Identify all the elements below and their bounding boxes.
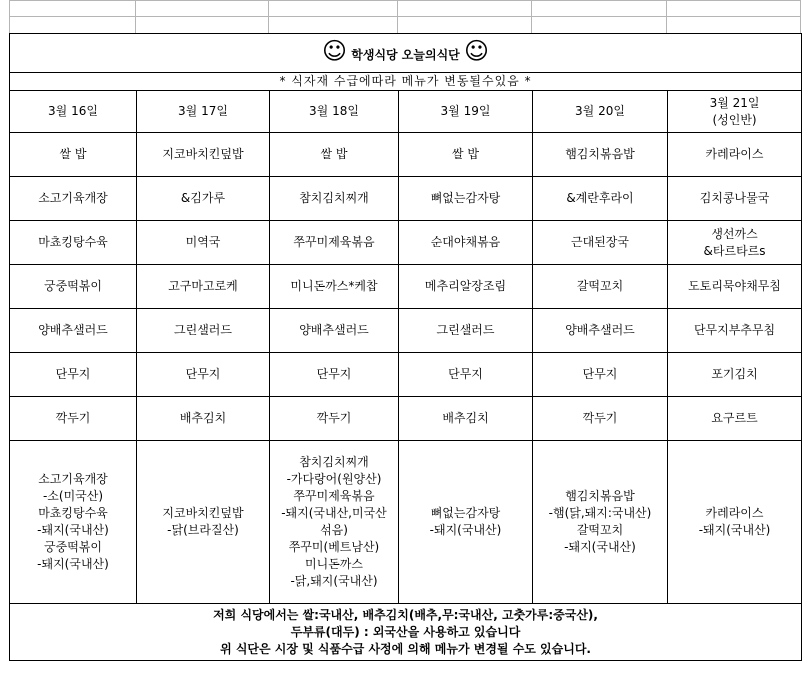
menu-item: 쭈꾸미제육볶음 xyxy=(293,235,375,249)
origin-line: -돼지(국내산) xyxy=(564,540,636,554)
origin-line: 마쵸킹탕수육 xyxy=(38,506,108,520)
date-label: 3월 18일 xyxy=(309,104,359,118)
menu-cell xyxy=(137,265,270,309)
menu-table xyxy=(9,33,802,661)
menu-item: 깍두기 xyxy=(55,411,91,425)
origin-line: 섞음) xyxy=(320,523,348,537)
menu-cell xyxy=(668,353,802,397)
menu-sheet xyxy=(9,0,801,696)
menu-cell xyxy=(399,397,533,441)
origin-cell xyxy=(270,441,399,604)
menu-cell xyxy=(668,397,802,441)
date-cell xyxy=(270,91,399,133)
menu-cell xyxy=(137,397,270,441)
menu-cell xyxy=(533,177,668,221)
menu-item: 마쵸킹탕수육 xyxy=(38,235,108,249)
menu-item: 그린샐러드 xyxy=(174,323,232,337)
origin-line: -소(미국산) xyxy=(42,489,104,503)
menu-item: 쌀 밥 xyxy=(59,147,87,161)
menu-cell xyxy=(270,397,399,441)
menu-item: 카레라이스 xyxy=(705,147,764,161)
origin-line: 갈떡꼬치 xyxy=(576,523,624,537)
menu-cell xyxy=(533,397,668,441)
menu-item: &김가루 xyxy=(180,191,226,205)
page-title xyxy=(10,34,802,73)
menu-cell xyxy=(270,133,399,177)
date-label: 3월 20일 xyxy=(575,104,625,118)
origin-cell xyxy=(399,441,533,604)
origin-line: 궁중떡볶이 xyxy=(44,540,102,554)
menu-item: 배추김치 xyxy=(442,411,489,425)
menu-item: 포기김치 xyxy=(711,367,758,381)
origin-cell xyxy=(668,441,802,604)
menu-cell xyxy=(10,221,137,265)
footer-line: 위 식단은 시장 및 식품수급 사정에 의해 메뉴가 변경될 수도 있습니다. xyxy=(220,641,591,656)
menu-cell xyxy=(137,309,270,353)
menu-cell xyxy=(533,353,668,397)
date-label: 3월 19일 xyxy=(440,104,491,118)
menu-row xyxy=(10,177,802,221)
menu-cell xyxy=(668,177,802,221)
origin-cell xyxy=(10,441,137,604)
menu-item: 궁중떡볶이 xyxy=(44,279,102,293)
title-text: 학생식당 오늘의식단 xyxy=(351,47,460,62)
menu-item: 양배추샐러드 xyxy=(299,323,369,337)
menu-item: &타르타르s xyxy=(703,243,766,258)
menu-cell xyxy=(533,133,668,177)
origin-line: 뼈없는감자탕 xyxy=(430,506,501,520)
menu-cell xyxy=(399,353,533,397)
menu-item: 단무지 xyxy=(55,367,91,381)
menu-cell xyxy=(10,353,137,397)
menu-cell xyxy=(533,265,668,309)
date-sublabel: (성인반) xyxy=(712,112,757,127)
menu-cell xyxy=(270,177,399,221)
menu-item: 그린샐러드 xyxy=(436,323,495,337)
menu-item: 근대된장국 xyxy=(571,235,629,249)
menu-row xyxy=(10,309,802,353)
menu-cell xyxy=(270,265,399,309)
menu-item: 뼈없는감자탕 xyxy=(430,191,501,205)
menu-item: 단무지 xyxy=(448,367,483,381)
origin-line: -돼지(국내산,미국산 xyxy=(281,506,387,520)
menu-cell xyxy=(10,133,137,177)
menu-item: 갈떡꼬치 xyxy=(576,279,624,293)
origin-line: -돼지(국내산) xyxy=(37,523,109,537)
menu-item: 쌀 밥 xyxy=(452,147,479,161)
menu-cell xyxy=(10,177,137,221)
menu-cell xyxy=(270,353,399,397)
menu-cell xyxy=(10,309,137,353)
footer-line: 두부류(대두) : 외국산을 사용하고 있습니다 xyxy=(290,624,521,639)
menu-item: 미니돈까스*케찹 xyxy=(290,279,378,293)
origin-line: 참치김치찌개 xyxy=(299,455,369,469)
spreadsheet-top-gridlines xyxy=(9,0,801,34)
notice-text: * 식자재 수급에따라 메뉴가 변동될수있음 * xyxy=(10,73,802,91)
footer-line: 저희 식당에서는 쌀:국내산, 배추김치(배추,무:국내산, 고춧가루:중국산), xyxy=(213,607,598,622)
date-cell xyxy=(533,91,668,133)
menu-cell xyxy=(137,133,270,177)
origin-line: 햄김치볶음밥 xyxy=(565,489,635,503)
menu-cell xyxy=(399,133,533,177)
origin-info-row xyxy=(10,441,802,604)
menu-cell xyxy=(137,221,270,265)
menu-item: 김치콩나물국 xyxy=(699,191,770,205)
origin-cell xyxy=(137,441,270,604)
footer-notice xyxy=(10,604,802,661)
origin-line: -가다랑어(원양산) xyxy=(286,472,382,486)
origin-line: 카레라이스 xyxy=(705,506,764,520)
menu-cell xyxy=(668,265,802,309)
menu-cell xyxy=(270,309,399,353)
date-label: 3월 17일 xyxy=(178,104,228,118)
menu-item: 양배추샐러드 xyxy=(38,323,108,337)
menu-item: 깍두기 xyxy=(582,411,618,425)
origin-line: -닭,돼지(국내산) xyxy=(290,574,378,588)
menu-cell xyxy=(399,221,533,265)
menu-item: 미역국 xyxy=(185,235,221,249)
origin-cell xyxy=(533,441,668,604)
menu-cell xyxy=(399,177,533,221)
origin-line: 지코바치킨덮밥 xyxy=(162,506,244,520)
menu-cell xyxy=(399,309,533,353)
menu-item: 지코바치킨덮밥 xyxy=(162,147,244,161)
menu-cell xyxy=(137,177,270,221)
menu-item: 요구르트 xyxy=(711,411,758,425)
menu-row xyxy=(10,397,802,441)
menu-item: 고구마고로케 xyxy=(168,279,238,293)
menu-row xyxy=(10,265,802,309)
menu-item: 단무지 xyxy=(316,367,352,381)
menu-item: 메추리알장조림 xyxy=(424,279,507,293)
menu-item: 단무지 xyxy=(185,367,221,381)
menu-item: 참치김치찌개 xyxy=(299,191,369,205)
menu-cell xyxy=(668,309,802,353)
menu-item: 양배추샐러드 xyxy=(565,323,635,337)
menu-item: 햄김치볶음밥 xyxy=(565,147,635,161)
origin-line: 소고기육개장 xyxy=(38,472,108,486)
menu-cell xyxy=(668,221,802,265)
menu-cell xyxy=(270,221,399,265)
menu-cell xyxy=(399,265,533,309)
menu-row xyxy=(10,221,802,265)
origin-line: 미니돈까스 xyxy=(305,557,363,571)
smiley-icon: ☺ xyxy=(463,36,489,65)
date-cell xyxy=(668,91,802,133)
origin-line: -돼지(국내산) xyxy=(37,557,109,571)
menu-item: 쌀 밥 xyxy=(320,147,348,161)
date-label: 3월 21일 xyxy=(709,95,760,110)
date-cell xyxy=(10,91,137,133)
origin-line: -닭(브라질산) xyxy=(167,523,239,537)
menu-cell xyxy=(10,397,137,441)
date-cell xyxy=(399,91,533,133)
menu-item: &계란후라이 xyxy=(566,191,634,205)
menu-item: 배추김치 xyxy=(179,411,227,425)
menu-item: 단무지 xyxy=(582,367,618,381)
menu-cell xyxy=(10,265,137,309)
menu-cell xyxy=(533,309,668,353)
menu-item: 도토리묵야채무침 xyxy=(688,279,781,293)
menu-item: 순대야채볶음 xyxy=(430,235,501,249)
menu-item: 깍두기 xyxy=(316,411,352,425)
date-cell xyxy=(137,91,270,133)
menu-row xyxy=(10,133,802,177)
date-header-row xyxy=(10,91,802,133)
menu-row xyxy=(10,353,802,397)
origin-line: -햄(닭,돼지:국내산) xyxy=(548,506,652,520)
menu-item: 소고기육개장 xyxy=(38,191,108,205)
origin-line: 쭈꾸미(베트남산) xyxy=(288,540,380,554)
menu-cell xyxy=(137,353,270,397)
origin-line: -돼지(국내산) xyxy=(698,523,771,537)
menu-cell xyxy=(668,133,802,177)
origin-line: -돼지(국내산) xyxy=(429,523,502,537)
menu-item: 생선까스 xyxy=(711,226,758,241)
smiley-icon: ☺ xyxy=(322,36,348,65)
origin-line: 쭈꾸미제육볶음 xyxy=(293,489,375,503)
menu-cell xyxy=(533,221,668,265)
date-label: 3월 16일 xyxy=(48,104,98,118)
menu-item: 단무지부추무침 xyxy=(693,323,776,337)
